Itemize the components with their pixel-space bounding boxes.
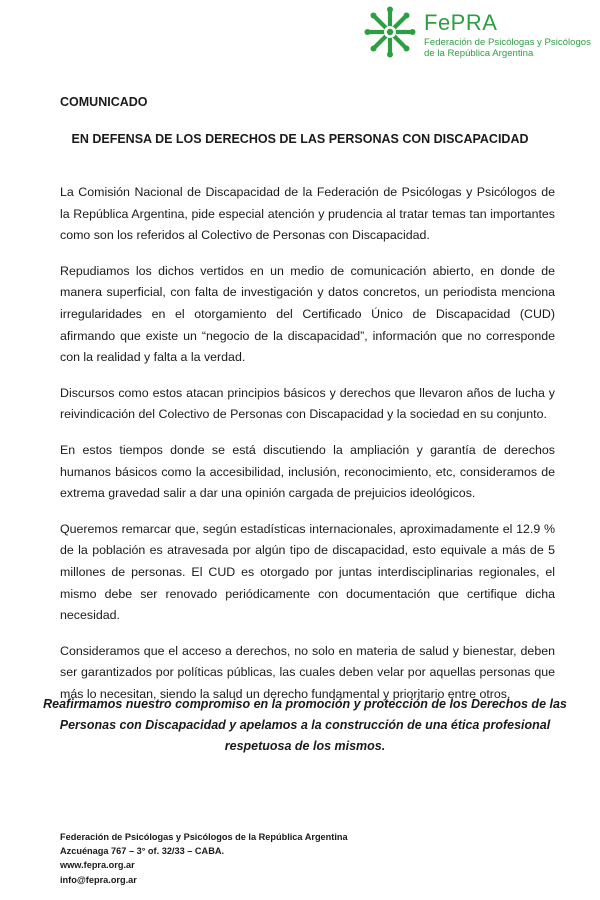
body-paragraph: En estos tiempos donde se está discutiendo la ampliación y garantía de derechos humanos básicos como la accesibilidad, inclusión, reconocimiento, etc, consideramos de extrema gravedad salir a dar una opinión cargada de prejuicios ideológicos.: [60, 442, 555, 501]
fepra-logo-icon: [364, 6, 416, 58]
footer-email-link[interactable]: info@fepra.org.ar: [60, 874, 137, 885]
footer-website-link[interactable]: www.fepra.org.ar: [60, 860, 135, 871]
footer-address: Azcuénaga 767 – 3° of. 32/33 – CABA.: [60, 846, 225, 857]
document-body: [60, 182, 555, 719]
logo-subtitle: Federación de Psicólogas y Psicólogos de la República Argentina: [424, 37, 591, 59]
body-paragraph: La Comisión Nacional de Discapacidad de la Federación de Psicólogas y Psicólogos de la República Argentina, pide especial atención y prudencia al tratar temas tan importantes como son los referidos al Colectivo de Personas con Discapacidad.: [60, 185, 555, 243]
body-paragraph: Consideramos que el acceso a derechos, no solo en materia de salud y bienestar, deben ser garantizados por políticas públicas, las cuales deben velar por aquellas personas que más lo necesitan, siendo la salud un derecho fundamental y prioritario entre otros.: [60, 643, 555, 701]
document-title: EN DEFENSA DE LOS DERECHOS DE LAS PERSONAS CON DISCAPACIDAD: [71, 132, 529, 146]
body-paragraph: Repudiamos los dichos vertidos en un medio de comunicación abierto, en donde de manera superficial, con falta de investigación y datos concretos, un periodista menciona irregularidades en el otorgamiento del Certificado Único de Discapacidad (CUD) afirmando que existe un “negocio de la discapacidad”, información que no corresponde con la realidad y falta a la verdad.: [60, 263, 555, 365]
document-heading: COMUNICADO: [60, 95, 148, 109]
body-paragraph: Queremos remarcar que, según estadísticas internacionales, aproximadamente el 12.9 % de la población es atravesada por algún tipo de discapacidad, esto equivale a más de 5 millones de personas. El CUD es otorgado por juntas interdisciplinarias regionales, el mismo debe ser renovado periódicamente con documentación que certifique dicha necesidad.: [60, 521, 555, 623]
closing-statement: Reafirmamos nuestro compromiso en la promoción y protección de los Derechos de las Personas con Discapacidad y apelamos a la construcción de una ética profesional respetuosa de los mismos.: [43, 697, 567, 753]
footer: [60, 830, 480, 887]
fepra-logo: [364, 6, 596, 64]
logo-name: FePRA: [424, 10, 498, 35]
footer-organization: Federación de Psicólogas y Psicólogos de la República Argentina: [60, 832, 348, 842]
body-paragraph: Discursos como estos atacan principios básicos y derechos que llevaron años de lucha y reivindicación del Colectivo de Personas con Discapacidad y la sociedad en su conjunto.: [60, 385, 555, 422]
